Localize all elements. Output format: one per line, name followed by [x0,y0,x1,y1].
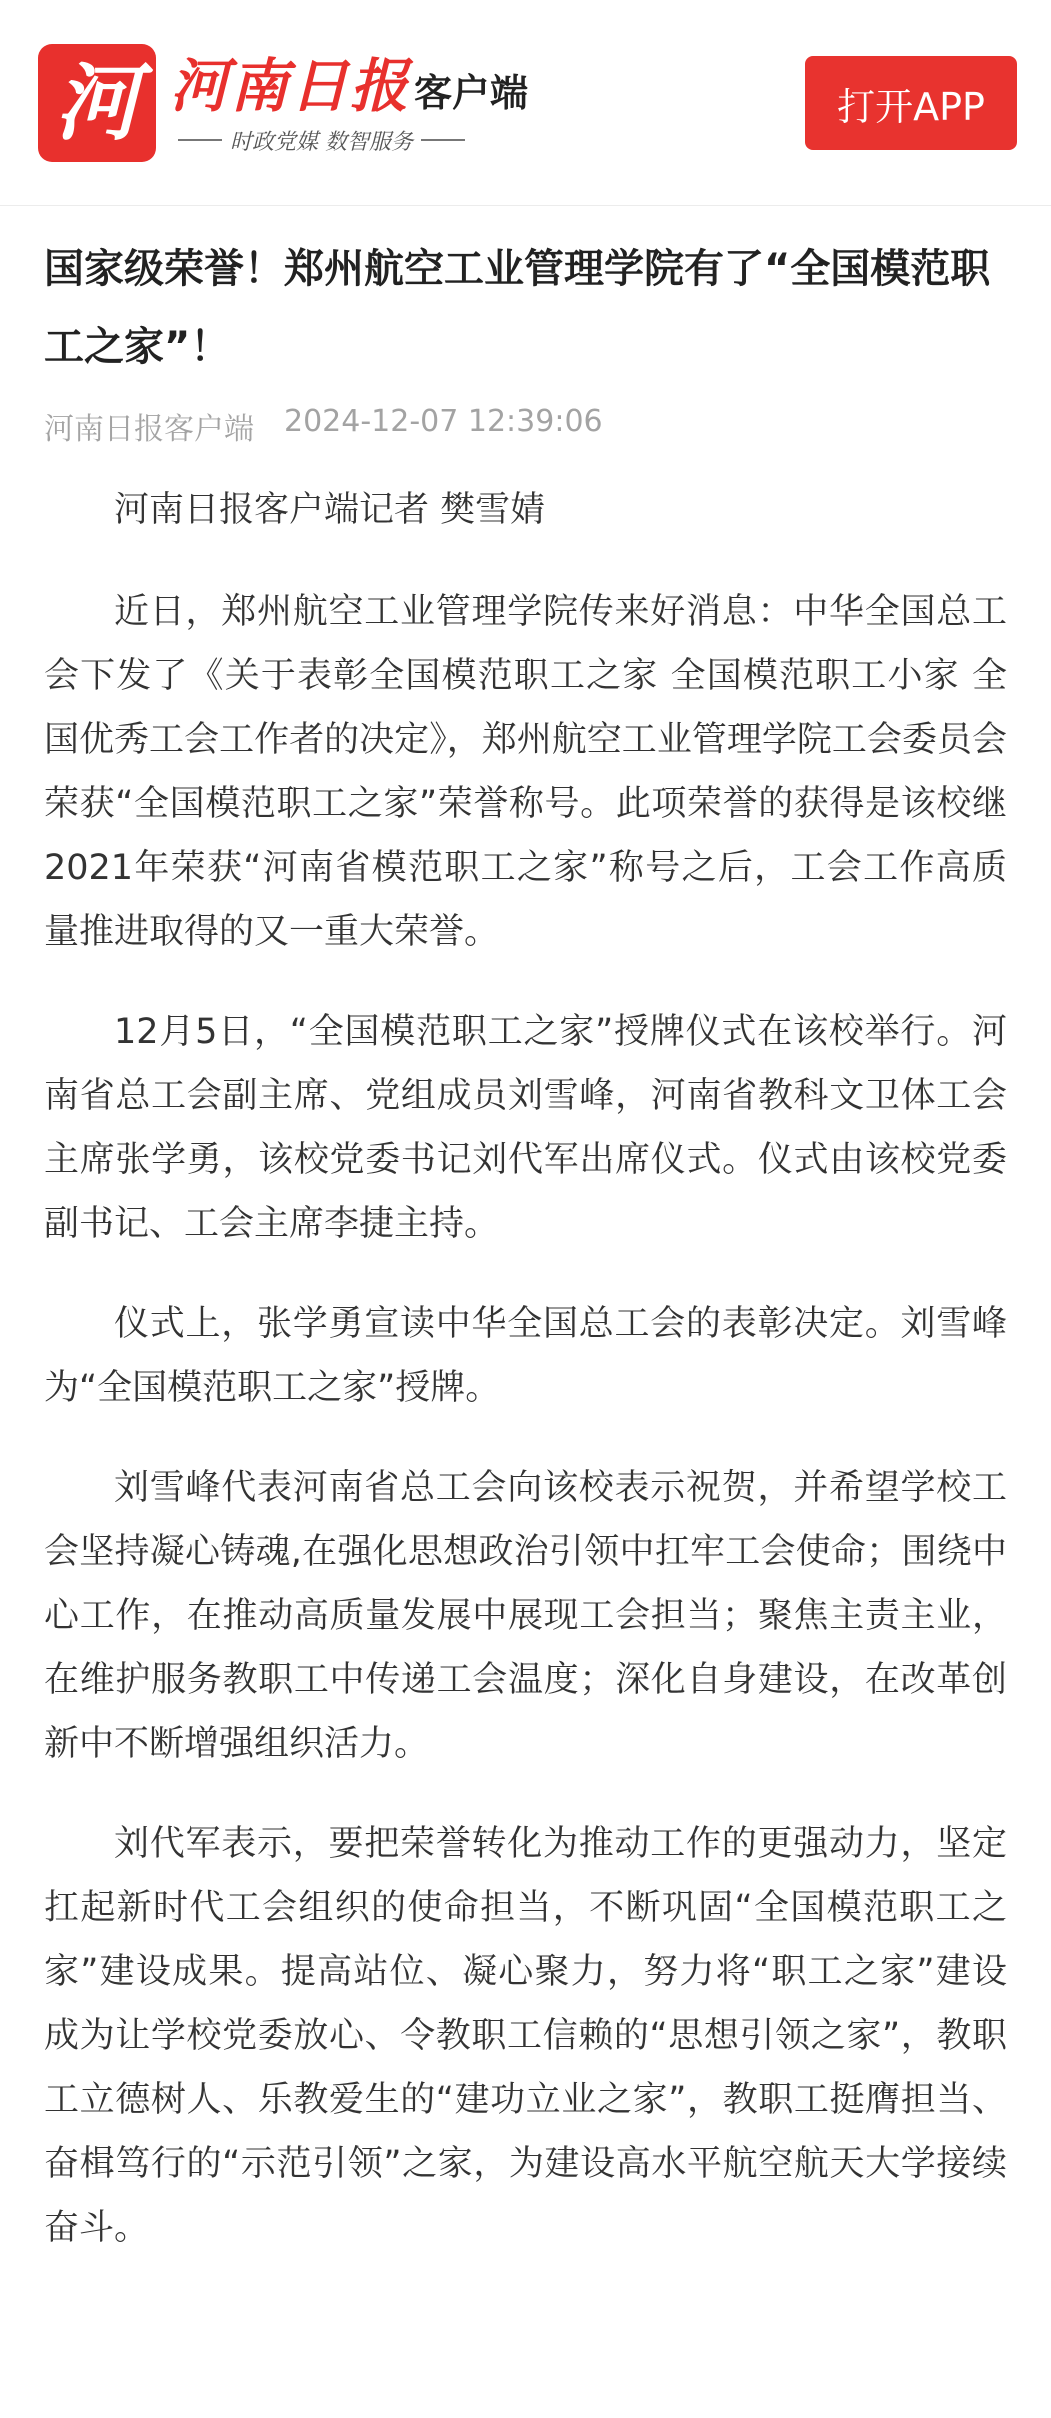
logo-slogan [170,125,528,156]
henan-daily-logo[interactable] [38,44,528,162]
article-paragraph: 仪式上，张学勇宣读中华全国总工会的表彰决定。刘雪峰为“全国模范职工之家”授牌。 [44,1304,1007,1408]
article-paragraph: 12月5日，“全国模范职工之家”授牌仪式在该校举行。河南省总工会副主席、党组成员刘雪峰，河南省教科文卫体工会主席张学勇，该校党委书记刘代军出席仪式。仪式由该校党委副书记、工会主席李捷主持。 [44,1012,1007,1244]
slogan-dash-right [421,139,465,141]
article-title: 国家级荣誉！郑州航空工业管理学院有了“全国模范职工之家”！ [44,246,991,370]
article-body [44,478,1007,2260]
top-header [0,0,1051,206]
article-paragraph: 刘代军表示，要把荣誉转化为推动工作的更强动力，坚定扛起新时代工会组织的使命担当，不断巩固“全国模范职工之家”建设成果。提高站位、凝心聚力，努力将“职工之家”建设成为让学校党委放心、令教职工信赖的“思想引领之家”，教职工立德树人、乐教爱生的“建功立业之家”，教职工挺膺担当、奋楫笃行的“示范引领”之家，为建设高水平航空航天大学接续奋斗。 [44,1824,1007,2248]
logo-brand: 河南日报 [170,51,411,120]
slogan-text: 时政党媒 数智服务 [230,129,413,155]
article-paragraph: 刘雪峰代表河南省总工会向该校表示祝贺，并希望学校工会坚持凝心铸魂,在强化思想政治引领中扛牢工会使命；围绕中心工作，在推动高质量发展中展现工会担当；聚焦主责主业，在维护服务教职工中传递工会温度；深化自身建设，在改革创新中不断增强组织活力。 [44,1468,1007,1764]
article [0,230,1051,2260]
article-source: 河南日报客户端 [44,412,254,447]
logo-name [170,51,528,121]
logo-mark-icon: 河 [38,44,156,162]
article-paragraph: 近日，郑州航空工业管理学院传来好消息：中华全国总工会下发了《关于表彰全国模范职工之家 全国模范职工小家 全国优秀工会工作者的决定》，郑州航空工业管理学院工会委员会荣获“全国模范职工之家”荣誉称号。此项荣誉的获得是该校继2021年荣获“河南省模范职工之家”称号之后，工会工作高质量推进取得的又一重大荣誉。 [44,592,1007,952]
slogan-dash-left [178,139,222,141]
article-datetime: 2024-12-07 12:39:06 [284,404,603,439]
logo-text [170,51,528,156]
logo-suffix: 客户端 [414,70,529,115]
article-meta [44,404,1007,448]
article-byline: 河南日报客户端记者 樊雪婧 [114,490,546,530]
open-app-button[interactable]: 打开APP [805,56,1017,150]
